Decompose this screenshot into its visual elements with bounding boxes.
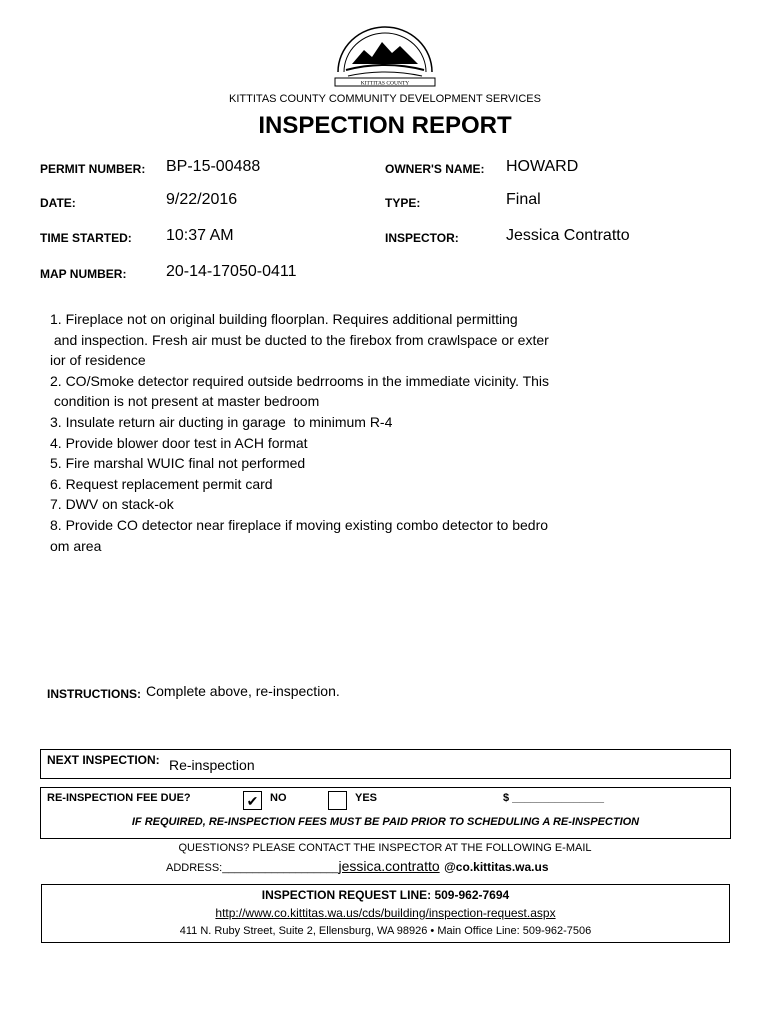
email-domain: @co.kittitas.wa.us [444,860,549,874]
time-started-label: TIME STARTED: [40,231,132,245]
note-line: ior of residence [50,352,146,369]
fee-amount-field: $ _______________ [503,792,604,804]
email-user[interactable]: jessica.contratto [338,858,440,874]
fee-note: IF REQUIRED, RE-INSPECTION FEES MUST BE PAID PRIOR TO SCHEDULING A RE-INSPECTION [131,816,640,828]
permit-number-value: BP-15-00488 [166,158,261,175]
owner-name-label: OWNER'S NAME: [385,162,485,176]
permit-number-label: PERMIT NUMBER: [40,162,146,176]
note-line: and inspection. Fresh air must be ducted to the firebox from crawlspace or exter [50,331,549,348]
request-line-title: INSPECTION REQUEST LINE: 509-962-7694 [261,888,510,902]
county-seal-logo [330,20,440,90]
owner-name-value: HOWARD [506,158,579,175]
note-line: condition is not present at master bedroom [50,393,320,410]
next-inspection-box [40,749,731,779]
note-line: 3. Insulate return air ducting in garage to minimum R-4 [50,413,393,430]
instructions-label: INSTRUCTIONS: [47,687,141,701]
checkmark-icon: ✔ [246,793,259,809]
address-label: ADDRESS:___________________ [166,862,339,874]
inspection-notes [50,309,610,556]
page-title: INSPECTION REPORT [258,112,512,139]
reinspection-fee-label: RE-INSPECTION FEE DUE? [47,792,191,804]
inspector-value: Jessica Contratto [506,227,630,244]
agency-name: KITTITAS COUNTY COMMUNITY DEVELOPMENT SERVICES [229,93,541,105]
date-value: 9/22/2016 [166,191,238,208]
note-line: 1. Fireplace not on original building floorplan. Requires additional permitting [50,311,518,327]
fee-no-checkbox[interactable] [243,791,262,810]
note-line: om area [50,537,102,554]
fee-no-label: NO [270,792,287,804]
note-line: 8. Provide CO detector near fireplace if moving existing combo detector to bedro [50,516,549,533]
office-address: 411 N. Ruby Street, Suite 2, Ellensburg, WA 98926 • Main Office Line: 509-962-7506 [179,925,592,937]
map-number-label: MAP NUMBER: [40,267,127,281]
note-line: 7. DWV on stack-ok [50,496,174,513]
request-url-link[interactable]: http://www.co.kittitas.wa.us/cds/building/inspection-request.aspx [215,906,556,920]
note-line: 6. Request replacement permit card [50,475,273,492]
note-line: 4. Provide blower door test in ACH format [50,434,308,451]
contact-question: QUESTIONS? PLEASE CONTACT THE INSPECTOR AT THE FOLLOWING E-MAIL [178,842,592,854]
note-line: 5. Fire marshal WUIC final not performed [50,455,306,472]
seal-text: KITTITAS COUNTY [360,80,410,87]
map-number-value: 20-14-17050-0411 [166,263,297,280]
inspector-label: INSPECTOR: [385,231,459,245]
next-inspection-value: Re-inspection [169,757,255,773]
next-inspection-label: NEXT INSPECTION: [47,753,160,767]
type-value: Final [506,191,541,208]
reinspection-fee-box [40,787,731,839]
contact-address [166,858,549,876]
fee-yes-checkbox[interactable] [328,791,347,810]
type-label: TYPE: [385,196,421,210]
time-started-value: 10:37 AM [166,227,234,244]
note-line: 2. CO/Smoke detector required outside bedrrooms in the immediate vicinity. This [50,372,550,389]
fee-yes-label: YES [355,792,378,804]
date-label: DATE: [40,196,76,210]
inspection-request-box [41,884,730,943]
instructions-value: Complete above, re-inspection. [146,683,340,699]
